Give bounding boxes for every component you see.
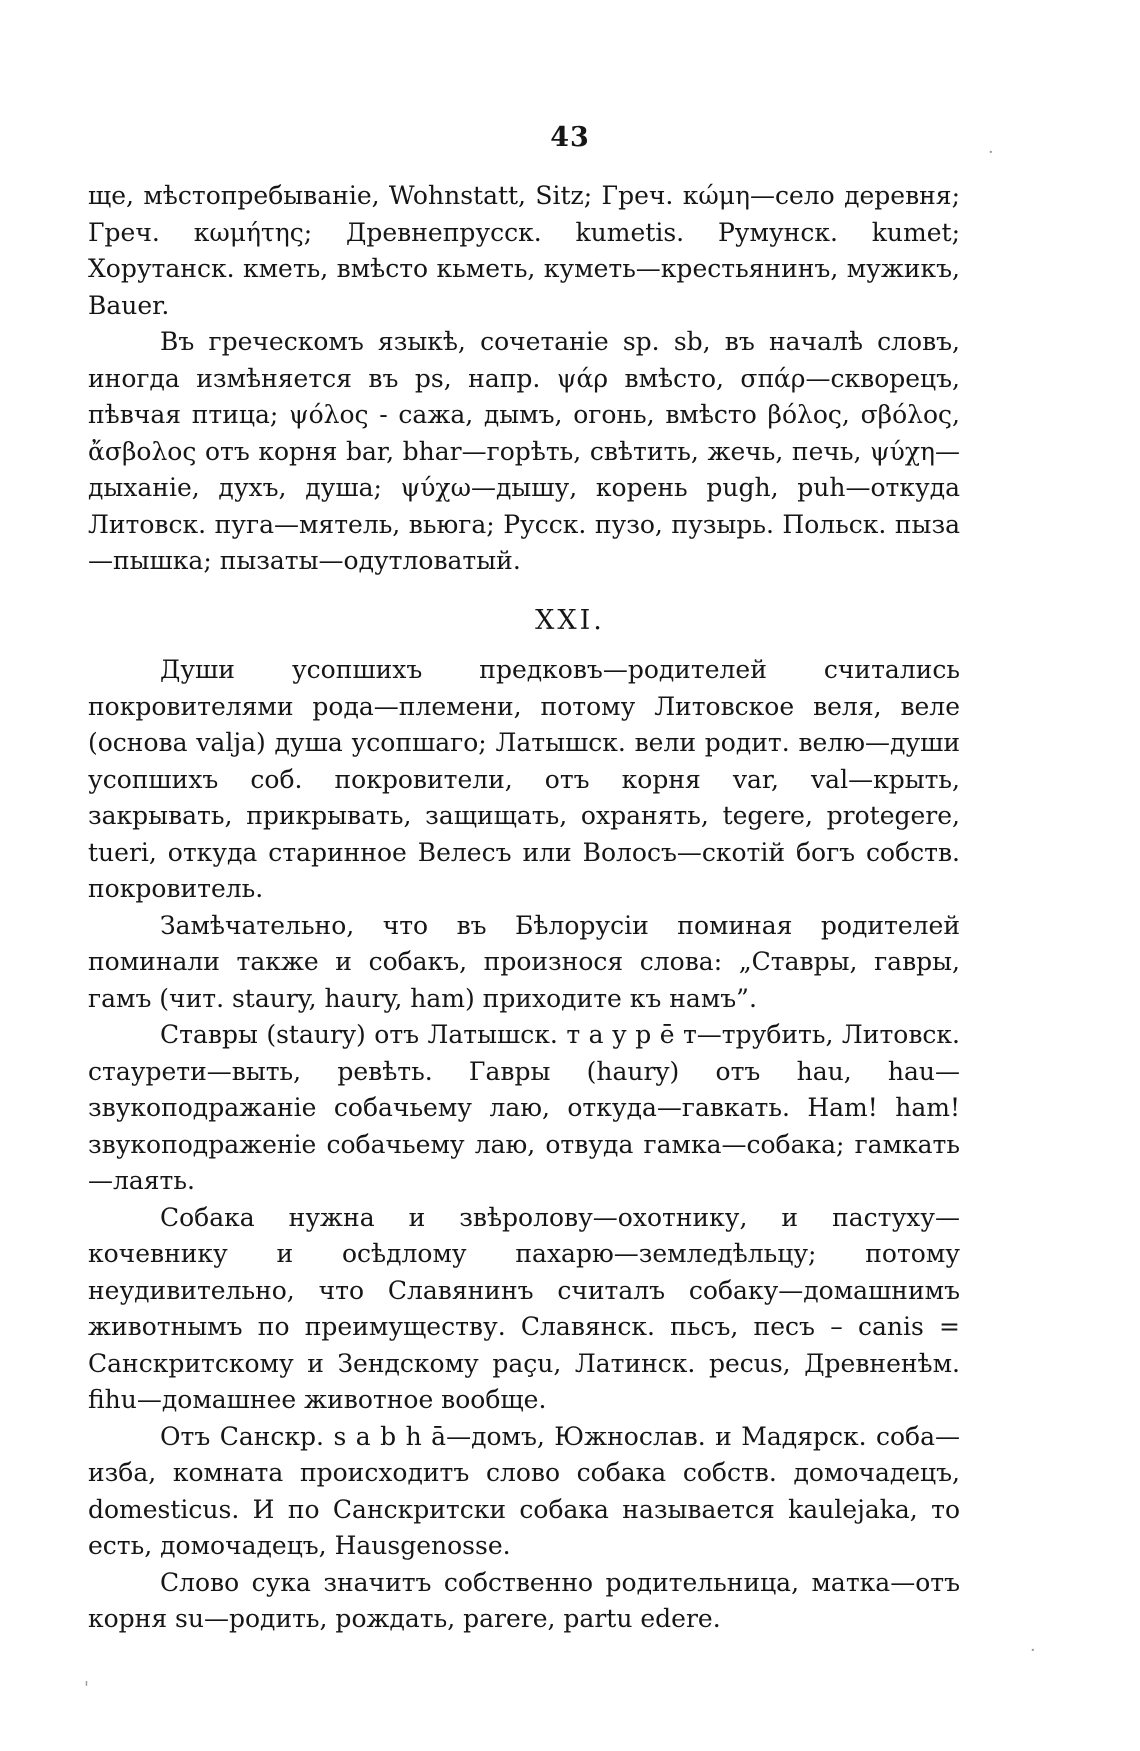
page-number: 43 xyxy=(550,122,590,153)
paragraph: Въ греческомъ языкѣ, сочетаніе sp. sb, въ началѣ словъ, иногда измѣняется въ ps, напр. ψάρ вмѣсто, σπάρ—скворецъ, пѣвчая птица; ψόλος - сажа, дымъ, огонь, вмѣсто βόλος, σβόλος, ἄσβολος отъ корня bar, bhar—горѣть, свѣтить, жечь, печь, ψύχη—дыханіе, духъ, душа; ψύχω—дышу, корень pugh, puh—откуда Литовск. пуга—мятель, вьюга; Русск. пузо, пузырь. Польск. пыза—пышка; пызаты—одутловатый. xyxy=(88,327,960,575)
paragraph: Ставры (staury) отъ Латышск. т а у р ē т—трубить, Литовск. стаурети—выть, ревѣть. Гавры (haury) отъ hau, hau—звукоподражаніе собачьему лаю, откуда—гавкать. Ham! ham! звукоподраженіе собачьему лаю, отвуда гамка—собака; гамкать—лаять. xyxy=(88,1020,960,1195)
scan-speck: ' xyxy=(84,1678,89,1699)
paragraph: Слово сука значитъ собственно родительница, матка—отъ корня su—родить, рождать, parere, partu edere. xyxy=(88,1567,960,1633)
paragraph: Замѣчательно, что въ Бѣлорусіи поминая родителей поминали также и собакъ, произнося слова: „Ставры, гавры, гамъ (чит. staury, haury, ham) приходите къ намъ”. xyxy=(88,910,960,1013)
scan-speck: · xyxy=(988,142,994,163)
paragraph: ще, мѣстопребываніе, Wohnstatt, Sitz; Греч. κώμη—село деревня; Греч. κωμήτης; Древнепрусск. kumetis. Румунск. kumet; Хорутанск. кметь, вмѣсто кьметь, куметь—крестьянинъ, мужикъ, Bauer. xyxy=(88,181,960,320)
text-block-section xyxy=(88,652,960,1638)
paragraph: Души усопшихъ предковъ—родителей считались покровителями рода—племени, потому Литовское веля, веле (основа valja) душа усопшаго; Латышск. вели родит. велю—души усопшихъ соб. покровители, отъ корня var, val—крыть, закрывать, прикрывать, защищать, охранять, tegere, protegere, tueri, откуда старинное Велесъ или Волосъ—скотій богъ собств. покровитель. xyxy=(88,655,960,903)
section-heading: XXI. xyxy=(535,605,605,636)
text-block-top xyxy=(88,178,960,580)
paragraph: Отъ Санскр. s a b h ā—домъ, Южнослав. и Мадярск. соба—изба, комната происходитъ слово собака собств. домочадецъ, domesticus. И по Санскритски собака называется kaulejaka, то есть, домочадецъ, Hausgenosse. xyxy=(88,1421,960,1560)
scan-speck: · xyxy=(1030,1640,1036,1661)
paragraph: Собака нужна и звѣролову—охотнику, и пастуху—кочевнику и осѣдлому пахарю—земледѣльцу; потому неудивительно, что Славянинъ считалъ собаку—домашнимъ животнымъ по преимуществу. Славянск. пьсъ, песъ – canis = Санскритскому и Зендскому paçu, Латинск. pecus, Древненѣм. fihu—домашнее животное вообще. xyxy=(88,1202,960,1414)
